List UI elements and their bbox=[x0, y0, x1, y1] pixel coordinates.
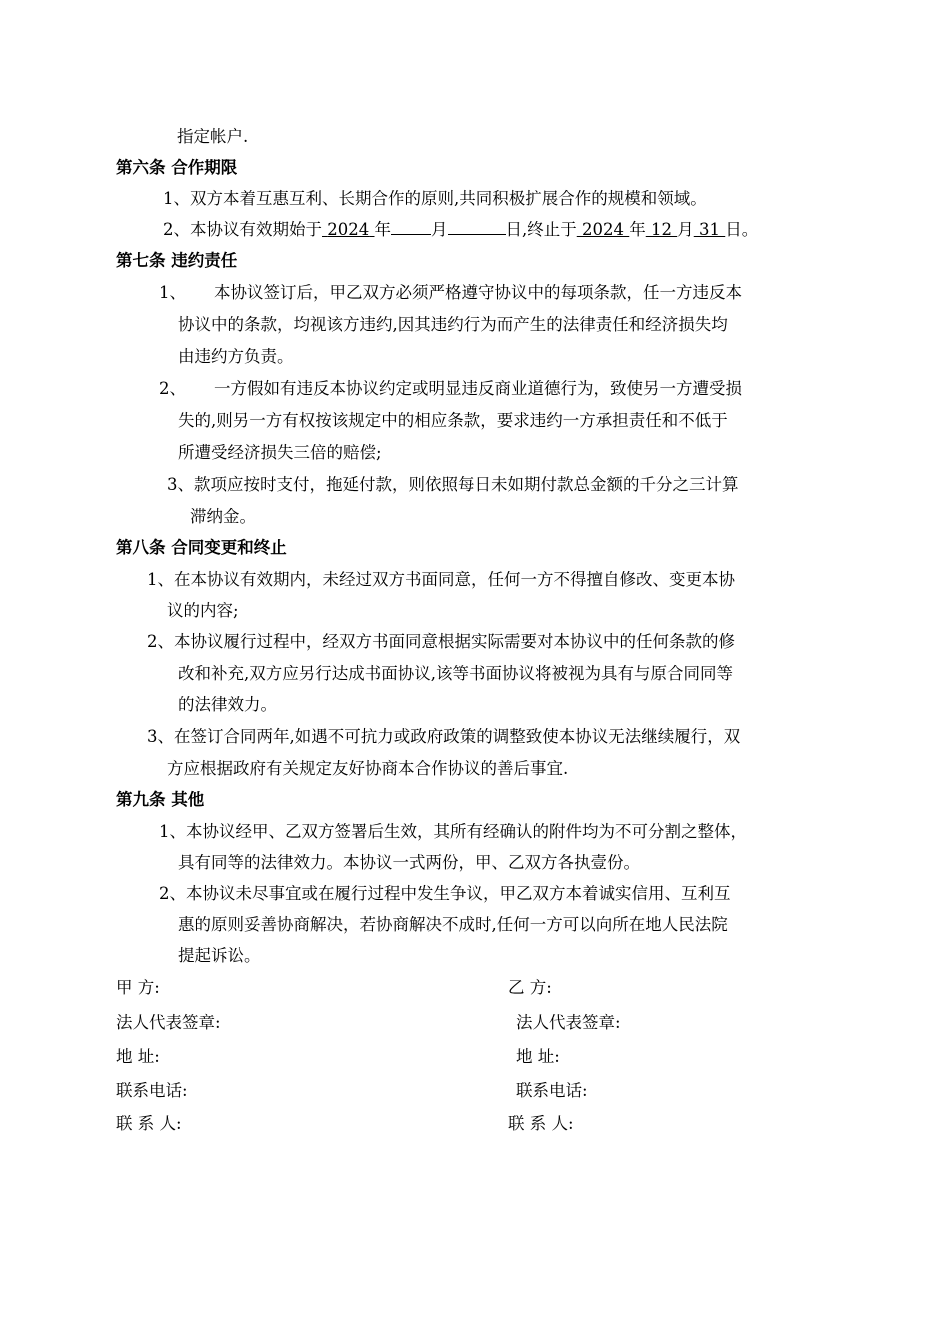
article-7-item-1-line-1: 本协议签订后，甲乙双方必须严格遵守协议中的每项条款，任一方违反本 bbox=[214, 283, 742, 302]
start-year: 2024 bbox=[327, 220, 370, 239]
article-9-item-1-line-1: 1、本协议经甲、乙双方签署后生效，其所有经确认的附件均为不可分割之整体， bbox=[159, 822, 747, 841]
party-a-phone-label: 联系电话: bbox=[116, 1081, 188, 1100]
article-7-item-1-line-2: 协议中的条款，均视该方违约,因其违约行为而产生的法律责任和经济损失均 bbox=[178, 315, 728, 334]
end-year: 2024 bbox=[582, 220, 624, 239]
party-b-phone-label: 联系电话: bbox=[516, 1081, 588, 1100]
article-8-item-2-line-3: 的法律效力。 bbox=[178, 695, 277, 714]
continuation-line: 指定帐户. bbox=[177, 127, 249, 146]
article-9-item-1-line-2: 具有同等的法律效力。本协议一式两份，甲、乙双方各执壹份。 bbox=[178, 853, 640, 872]
article-8-item-1-line-1: 1、在本协议有效期内，未经过双方书面同意，任何一方不得擅自修改、变更本协 bbox=[147, 570, 735, 589]
party-a-label: 甲 方: bbox=[116, 978, 160, 997]
article-9-title: 第九条 其他 bbox=[116, 790, 205, 809]
article-7-item-1-line-3: 由违约方负责。 bbox=[178, 347, 294, 366]
party-b-label: 乙 方: bbox=[508, 978, 552, 997]
article-7-item-2-line-1: 一方假如有违反本协议约定或明显违反商业道德行为，致使另一方遭受损 bbox=[214, 379, 742, 398]
article-6-title: 第六条 合作期限 bbox=[116, 158, 238, 177]
end-month: 12 bbox=[651, 220, 672, 239]
article-7-item-2-number: 2、 bbox=[159, 379, 186, 398]
article-7-item-2-line-2: 失的,则另一方有权按该规定中的相应条款，要求违约一方承担责任和不低于 bbox=[178, 411, 728, 430]
month-char: 月 bbox=[431, 220, 448, 239]
article-9-item-2-line-1: 2、本协议未尽事宜或在履行过程中发生争议，甲乙双方本着诚实信用、互利互 bbox=[159, 884, 731, 903]
end-day: 31 bbox=[699, 220, 720, 239]
article-8-item-2-line-2: 改和补充,双方应另行达成书面协议,该等书面协议将被视为具有与原合同同等 bbox=[178, 664, 733, 683]
article-7-item-1-number: 1、 bbox=[159, 283, 186, 302]
party-b-address-label: 地 址: bbox=[516, 1047, 560, 1066]
validity-start-label: 2、本协议有效期始于 bbox=[163, 220, 322, 239]
article-7-item-2-line-3: 所遭受经济损失三倍的赔偿; bbox=[178, 443, 382, 462]
party-a-rep-label: 法人代表签章: bbox=[116, 1013, 221, 1032]
party-b-rep-label: 法人代表签章: bbox=[516, 1013, 621, 1032]
start-day-blank bbox=[448, 218, 506, 235]
article-8-item-2-line-1: 2、本协议履行过程中，经双方书面同意根据实际需要对本协议中的任何条款的修 bbox=[147, 632, 735, 651]
party-a-address-label: 地 址: bbox=[116, 1047, 160, 1066]
year-char-2: 年 bbox=[629, 220, 646, 239]
article-7-item-3-line-1: 3、款项应按时支付，拖延付款，则依照每日未如期付款总金额的千分之三计算 bbox=[167, 475, 739, 494]
article-8-title: 第八条 合同变更和终止 bbox=[116, 538, 287, 557]
start-month-blank bbox=[391, 218, 431, 235]
article-9-item-2-line-2: 惠的原则妥善协商解决，若协商解决不成时,任何一方可以向所在地人民法院 bbox=[178, 915, 728, 934]
party-a-contact-label: 联 系 人: bbox=[116, 1114, 182, 1133]
article-9-item-2-line-3: 提起诉讼。 bbox=[178, 946, 261, 965]
day-char-2: 日。 bbox=[725, 220, 759, 239]
article-8-item-3-line-2: 方应根据政府有关规定友好协商本合作协议的善后事宜. bbox=[167, 759, 569, 778]
article-8-item-1-line-2: 议的内容; bbox=[167, 601, 239, 620]
validity-end-label: 日,终止于 bbox=[505, 220, 577, 239]
article-8-item-3-line-1: 3、在签订合同两年,如遇不可抗力或政府政策的调整致使本协议无法继续履行，双 bbox=[147, 727, 741, 746]
year-char: 年 bbox=[374, 220, 391, 239]
party-b-contact-label: 联 系 人: bbox=[508, 1114, 574, 1133]
article-6-item-2 bbox=[163, 218, 758, 242]
article-7-item-3-line-2: 滞纳金。 bbox=[190, 507, 256, 526]
month-char-2: 月 bbox=[677, 220, 694, 239]
article-6-item-1: 1、双方本着互惠互利、长期合作的原则,共同积极扩展合作的规模和领域。 bbox=[163, 189, 707, 208]
article-7-title: 第七条 违约责任 bbox=[116, 251, 238, 270]
